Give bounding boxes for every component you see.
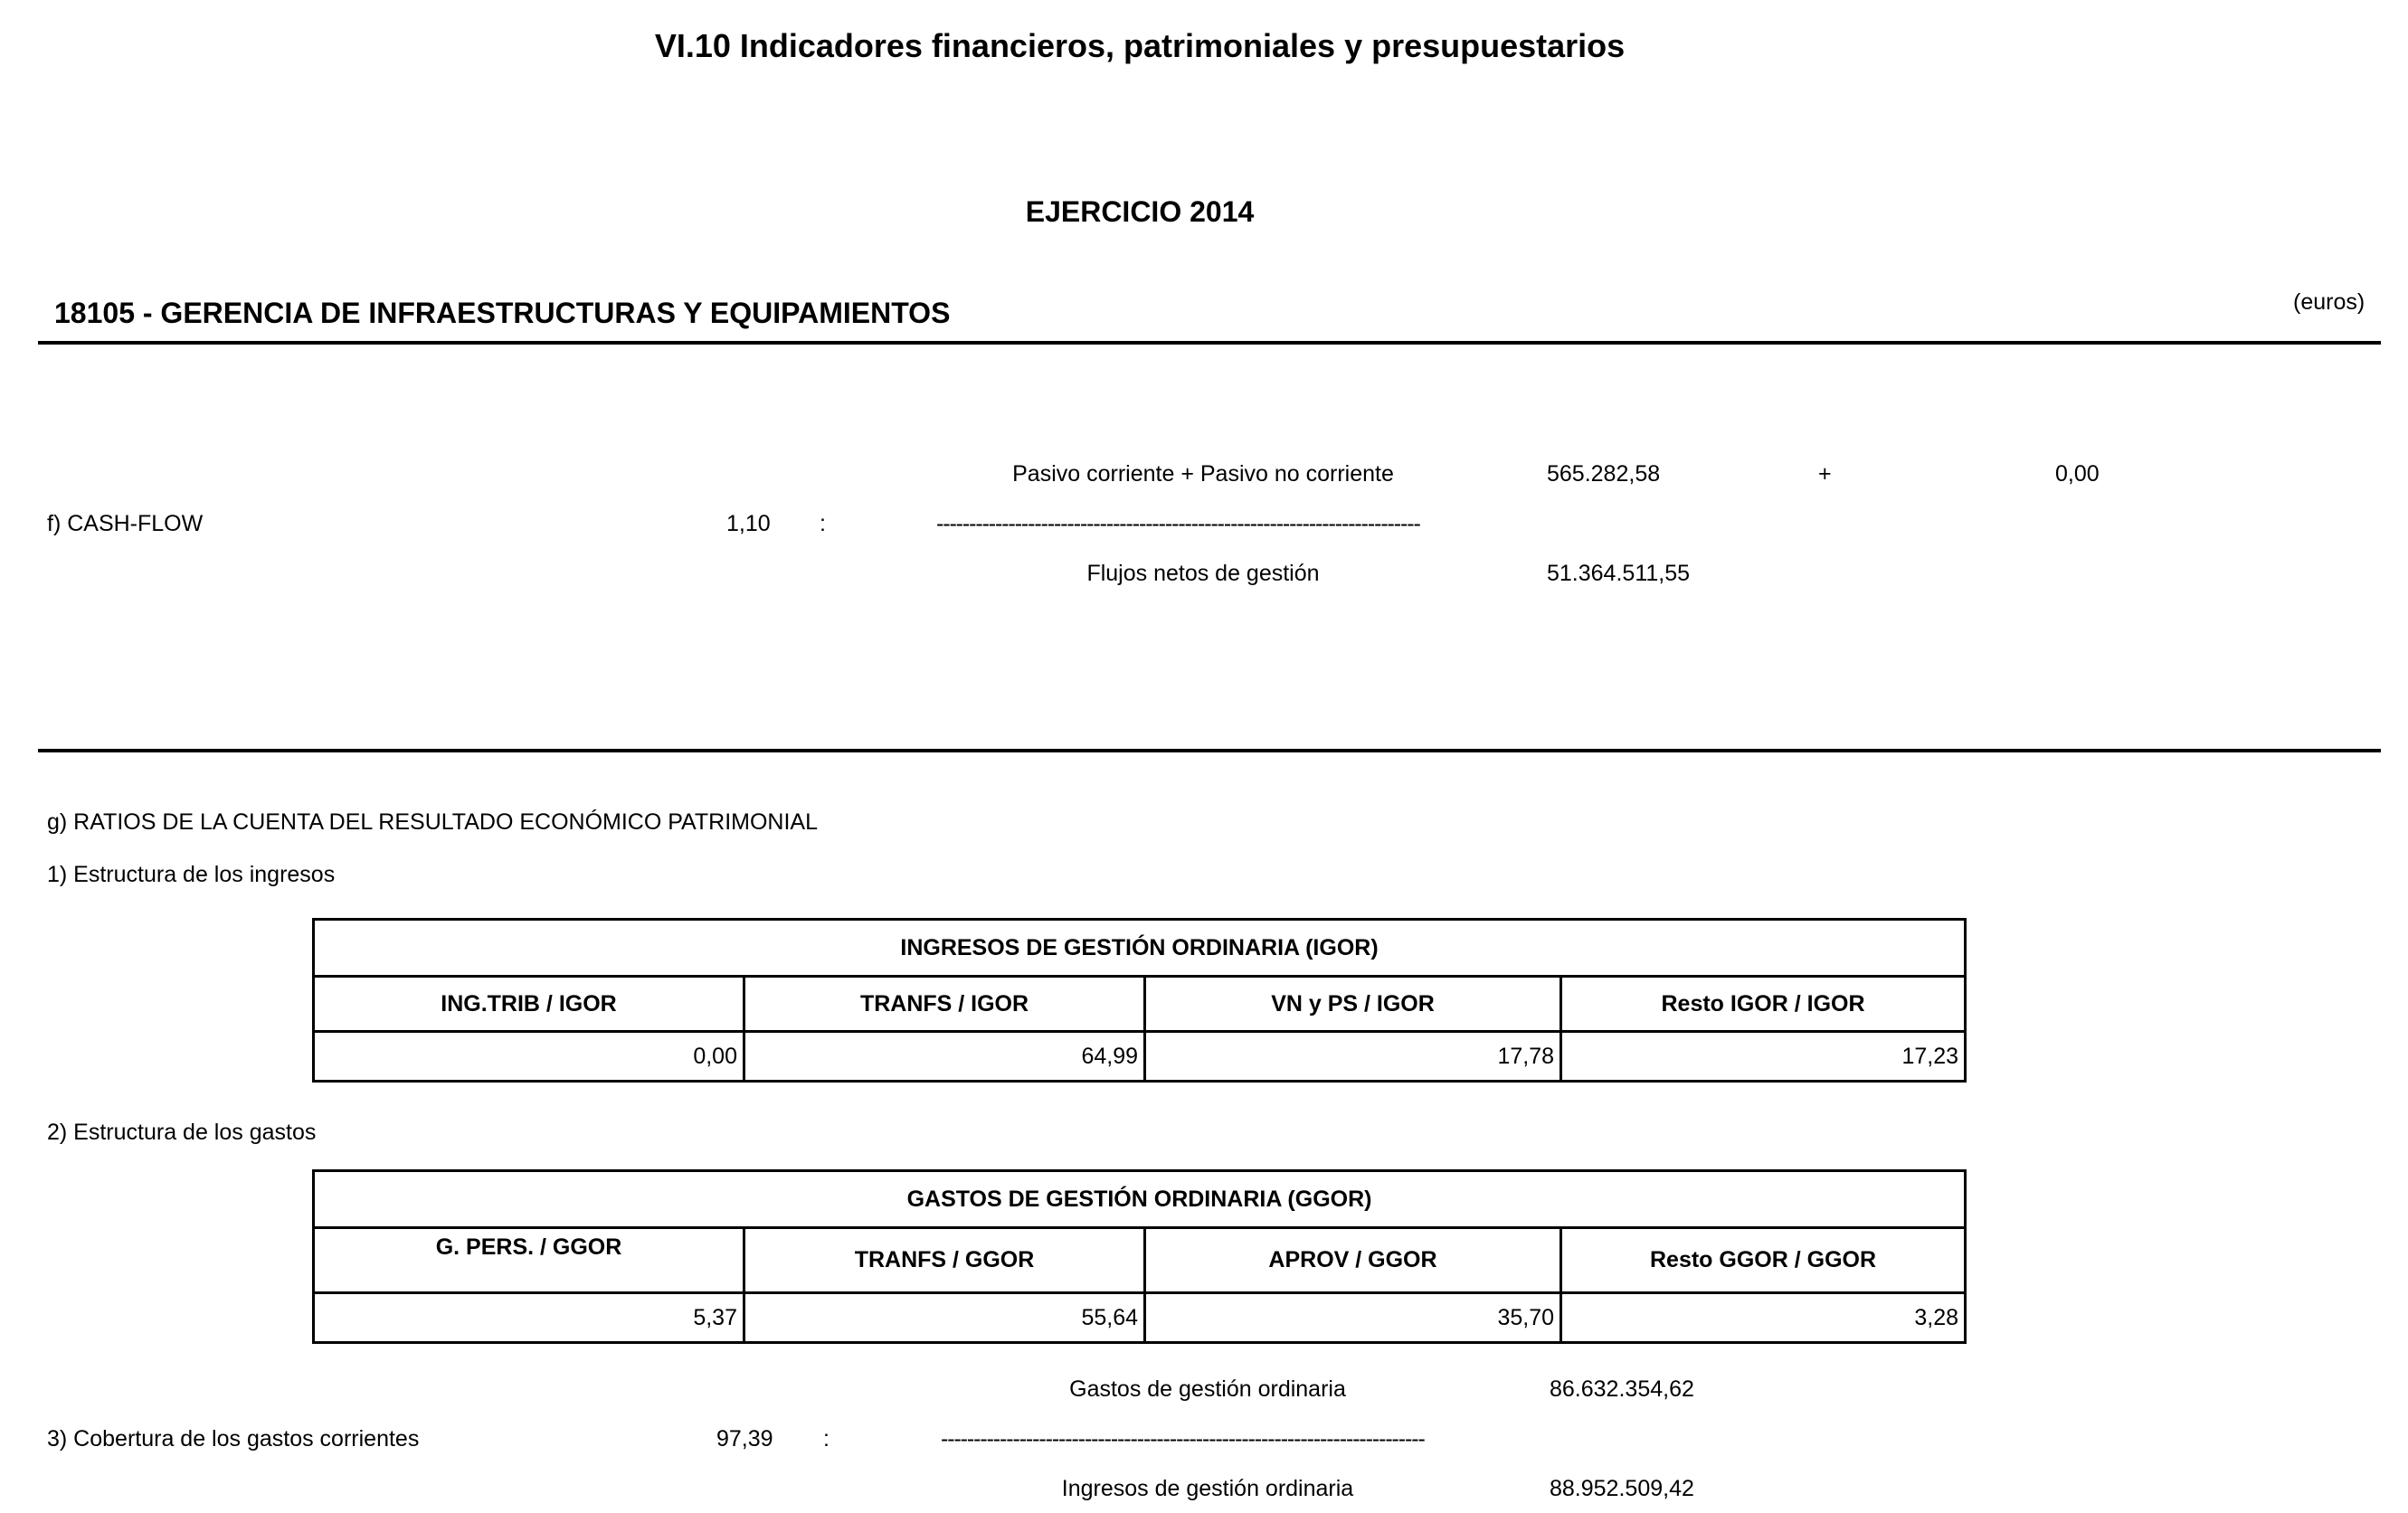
ingresos-value-row — [314, 1032, 1966, 1082]
ingresos-cell: 17,78 — [1145, 1032, 1561, 1082]
units-label: (euros) — [2293, 289, 2365, 315]
cobertura-numerator-label: Gastos de gestión ordinaria — [1069, 1376, 1346, 1402]
gastos-table-title: GASTOS DE GESTIÓN ORDINARIA (GGOR) — [314, 1171, 1966, 1228]
cashflow-numerator-value-2: 0,00 — [2055, 461, 2100, 487]
ingresos-table-title: INGRESOS DE GESTIÓN ORDINARIA (IGOR) — [314, 920, 1966, 977]
cashflow-denominator-value: 51.364.511,55 — [1547, 561, 1691, 586]
cashflow-denominator-label: Flujos netos de gestión — [1086, 561, 1320, 586]
header-divider — [38, 341, 2381, 345]
ingresos-cell: 0,00 — [314, 1032, 744, 1082]
ingresos-col-header: ING.TRIB / IGOR — [314, 977, 744, 1032]
cobertura-fraction-line: -------------------------------------------------------------------------- — [941, 1426, 1425, 1452]
cashflow-numerator-label: Pasivo corriente + Pasivo no corriente — [1012, 461, 1394, 487]
gastos-title-row — [314, 1171, 1966, 1228]
gastos-col-header: G. PERS. / GGOR — [314, 1228, 744, 1293]
ingresos-header-row — [314, 977, 1966, 1032]
section-divider — [38, 749, 2381, 752]
ingresos-col-header: VN y PS / IGOR — [1145, 977, 1561, 1032]
gastos-cell: 55,64 — [744, 1293, 1145, 1343]
cashflow-numerator-value-1: 565.282,58 — [1547, 461, 1661, 487]
cobertura-value: 97,39 — [716, 1426, 773, 1452]
cashflow-plus-sign: + — [1818, 461, 1832, 487]
ratios-heading: g) RATIOS DE LA CUENTA DEL RESULTADO ECONÓMICO PATRIMONIAL — [47, 809, 818, 835]
ingresos-title-row — [314, 920, 1966, 977]
ingresos-section-label: 1) Estructura de los ingresos — [47, 862, 336, 887]
ingresos-cell: 64,99 — [744, 1032, 1145, 1082]
gastos-cell: 5,37 — [314, 1293, 744, 1343]
ingresos-col-header: Resto IGOR / IGOR — [1561, 977, 1966, 1032]
cobertura-denominator-value: 88.952.509,42 — [1550, 1476, 1694, 1501]
cashflow-value: 1,10 — [726, 511, 771, 536]
ingresos-col-header: TRANFS / IGOR — [744, 977, 1145, 1032]
gastos-cell: 35,70 — [1145, 1293, 1561, 1343]
ingresos-cell: 17,23 — [1561, 1032, 1966, 1082]
cobertura-numerator-value: 86.632.354,62 — [1550, 1376, 1694, 1402]
cashflow-label: f) CASH-FLOW — [47, 511, 204, 536]
cashflow-colon: : — [820, 511, 826, 536]
gastos-cell: 3,28 — [1561, 1293, 1966, 1343]
gastos-section-label: 2) Estructura de los gastos — [47, 1120, 317, 1145]
gastos-col-header: APROV / GGOR — [1145, 1228, 1561, 1293]
cashflow-fraction-line: -------------------------------------------------------------------------- — [936, 511, 1420, 536]
cobertura-colon: : — [823, 1426, 830, 1452]
gastos-header-row — [314, 1228, 1966, 1293]
page-title: VI.10 Indicadores financieros, patrimoniales y presupuestarios — [654, 27, 1626, 64]
cobertura-denominator-label: Ingresos de gestión ordinaria — [1061, 1476, 1354, 1501]
gastos-table — [312, 1169, 1967, 1344]
gastos-col-header: TRANFS / GGOR — [744, 1228, 1145, 1293]
gastos-col-header: Resto GGOR / GGOR — [1561, 1228, 1966, 1293]
entity-heading: 18105 - GERENCIA DE INFRAESTRUCTURAS Y EQUIPAMIENTOS — [54, 297, 951, 329]
gastos-value-row — [314, 1293, 1966, 1343]
ejercicio-heading: EJERCICIO 2014 — [1025, 195, 1255, 228]
ingresos-table — [312, 918, 1967, 1083]
cobertura-label: 3) Cobertura de los gastos corrientes — [47, 1426, 420, 1452]
